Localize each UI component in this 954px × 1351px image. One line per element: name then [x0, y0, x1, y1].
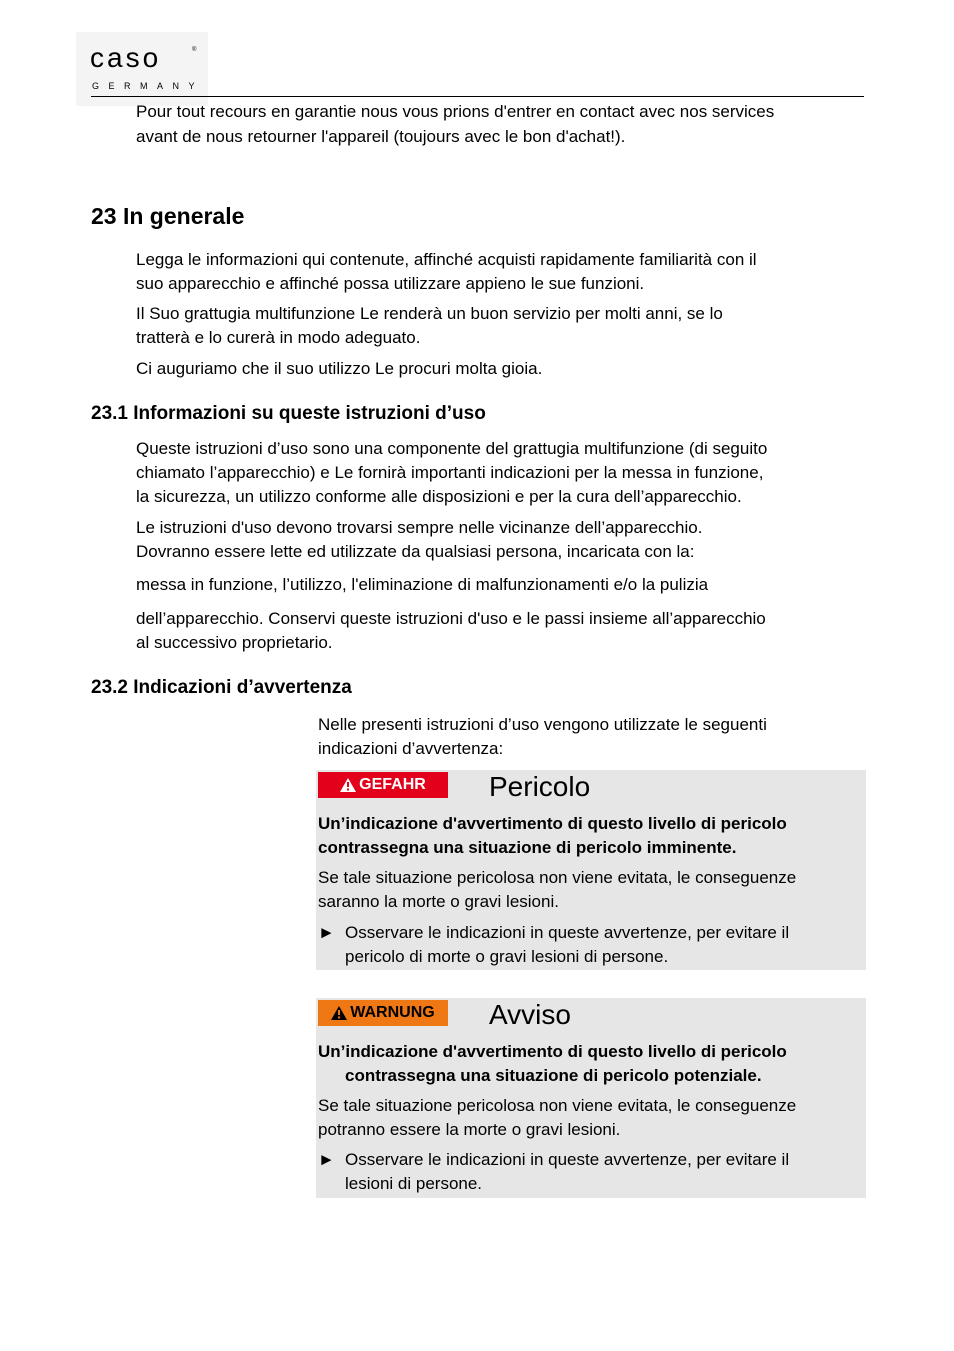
danger-step-line1: Osservare le indicazioni in queste avvertenze, per evitare il: [345, 923, 790, 942]
warning-step-line1: Osservare le indicazioni in queste avvertenze, per evitare il: [345, 1150, 790, 1169]
warning-triangle-icon: [340, 778, 356, 792]
section-23-1-p2-line1: Le istruzioni d'uso devono trovarsi sempre nelle vicinanze dell’apparecchio.: [136, 518, 703, 537]
warning-step-arrow-icon: ►: [318, 1150, 335, 1169]
logo-wordmark: caso: [90, 42, 162, 73]
section-23-1-p4-line2: al successivo proprietario.: [136, 633, 333, 652]
logo-registered-mark: ®: [192, 47, 197, 53]
section-23-1-p3: messa in funzione, l’utilizzo, l'eliminazione di malfunzionamenti e/o la pulizia: [136, 575, 709, 594]
header-divider: [91, 96, 864, 97]
warning-box: [316, 998, 866, 1198]
section-23-1-heading: 23.1 Informazioni su queste istruzioni d’uso: [91, 403, 486, 424]
section-23-p1-line1: Legga le informazioni qui contenute, affinché acquisti rapidamente familiarità con il: [136, 250, 757, 269]
section-23-2-intro-line1: Nelle presenti istruzioni d’uso vengono utilizzate le seguenti: [318, 715, 767, 734]
section-23-heading: 23 In generale: [91, 203, 245, 229]
warning-text-line1: Se tale situazione pericolosa non viene evitata, le conseguenze: [318, 1096, 797, 1115]
danger-text-line1: Se tale situazione pericolosa non viene evitata, le conseguenze: [318, 868, 797, 887]
section-23-1-p1-line1: Queste istruzioni d’uso sono una componente del grattugia multifunzione (di seguito: [136, 439, 768, 458]
caso-logo: [76, 32, 208, 106]
section-23-1-p2-line2: Dovranno essere lette ed utilizzate da qualsiasi persona, incaricata con la:: [136, 542, 695, 561]
warnung-badge-label: WARNUNG: [350, 1004, 435, 1021]
intro-line-1: Pour tout recours en garantie nous vous prions d'entrer en contact avec nos services: [136, 102, 775, 121]
warning-text-line2: potranno essere la morte o gravi lesioni.: [318, 1120, 621, 1139]
section-23-2-heading: 23.2 Indicazioni d’avvertenza: [91, 677, 352, 698]
warning-box-title: Avviso: [489, 999, 571, 1030]
warning-bold-line1: Un’indicazione d'avvertimento di questo livello di pericolo: [318, 1042, 787, 1061]
warning-bold-line2: contrassegna una situazione di pericolo potenziale.: [345, 1066, 762, 1085]
section-23-p2-line1: Il Suo grattugia multifunzione Le renderà un buon servizio per molti anni, se lo: [136, 304, 723, 323]
warnung-badge: [318, 1000, 448, 1026]
danger-text-line2: saranno la morte o gravi lesioni.: [318, 892, 559, 911]
danger-warning-box: [316, 770, 866, 970]
section-23-1-p1-line3: la sicurezza, un utilizzo conforme alle disposizioni e per la cura dell’apparecchio.: [136, 487, 742, 506]
section-23-p1-line2: suo apparecchio e affinché possa utilizzare appieno le sue funzioni.: [136, 274, 645, 293]
section-23-p2-line2: tratterà e lo curerà in modo adeguato.: [136, 328, 421, 347]
section-23-p3: Ci auguriamo che il suo utilizzo Le procuri molta gioia.: [136, 359, 543, 378]
gefahr-badge: [318, 772, 448, 798]
gefahr-badge-label: GEFAHR: [359, 776, 426, 793]
warning-triangle-icon: [331, 1006, 347, 1020]
danger-box-title: Pericolo: [489, 771, 591, 802]
danger-bold-line2: contrassegna una situazione di pericolo imminente.: [318, 838, 737, 857]
warning-step-line2: lesioni di persone.: [345, 1174, 483, 1193]
section-23-2-intro-line2: indicazioni d’avvertenza:: [318, 739, 504, 758]
section-23-1-p4-line1: dell’apparecchio. Conservi queste istruzioni d'uso e le passi insieme all’apparecchio: [136, 609, 766, 628]
intro-line-2: avant de nous retourner l'appareil (toujours avec le bon d'achat!).: [136, 127, 626, 146]
danger-step-arrow-icon: ►: [318, 923, 335, 942]
danger-step-line2: pericolo di morte o gravi lesioni di persone.: [345, 947, 669, 966]
logo-subtitle: GERMANY: [92, 81, 205, 91]
section-23-1-p1-line2: chiamato l’apparecchio) e Le fornirà importanti indicazioni per la messa in funzione,: [136, 463, 764, 482]
danger-bold-line1: Un’indicazione d'avvertimento di questo livello di pericolo: [318, 814, 787, 833]
